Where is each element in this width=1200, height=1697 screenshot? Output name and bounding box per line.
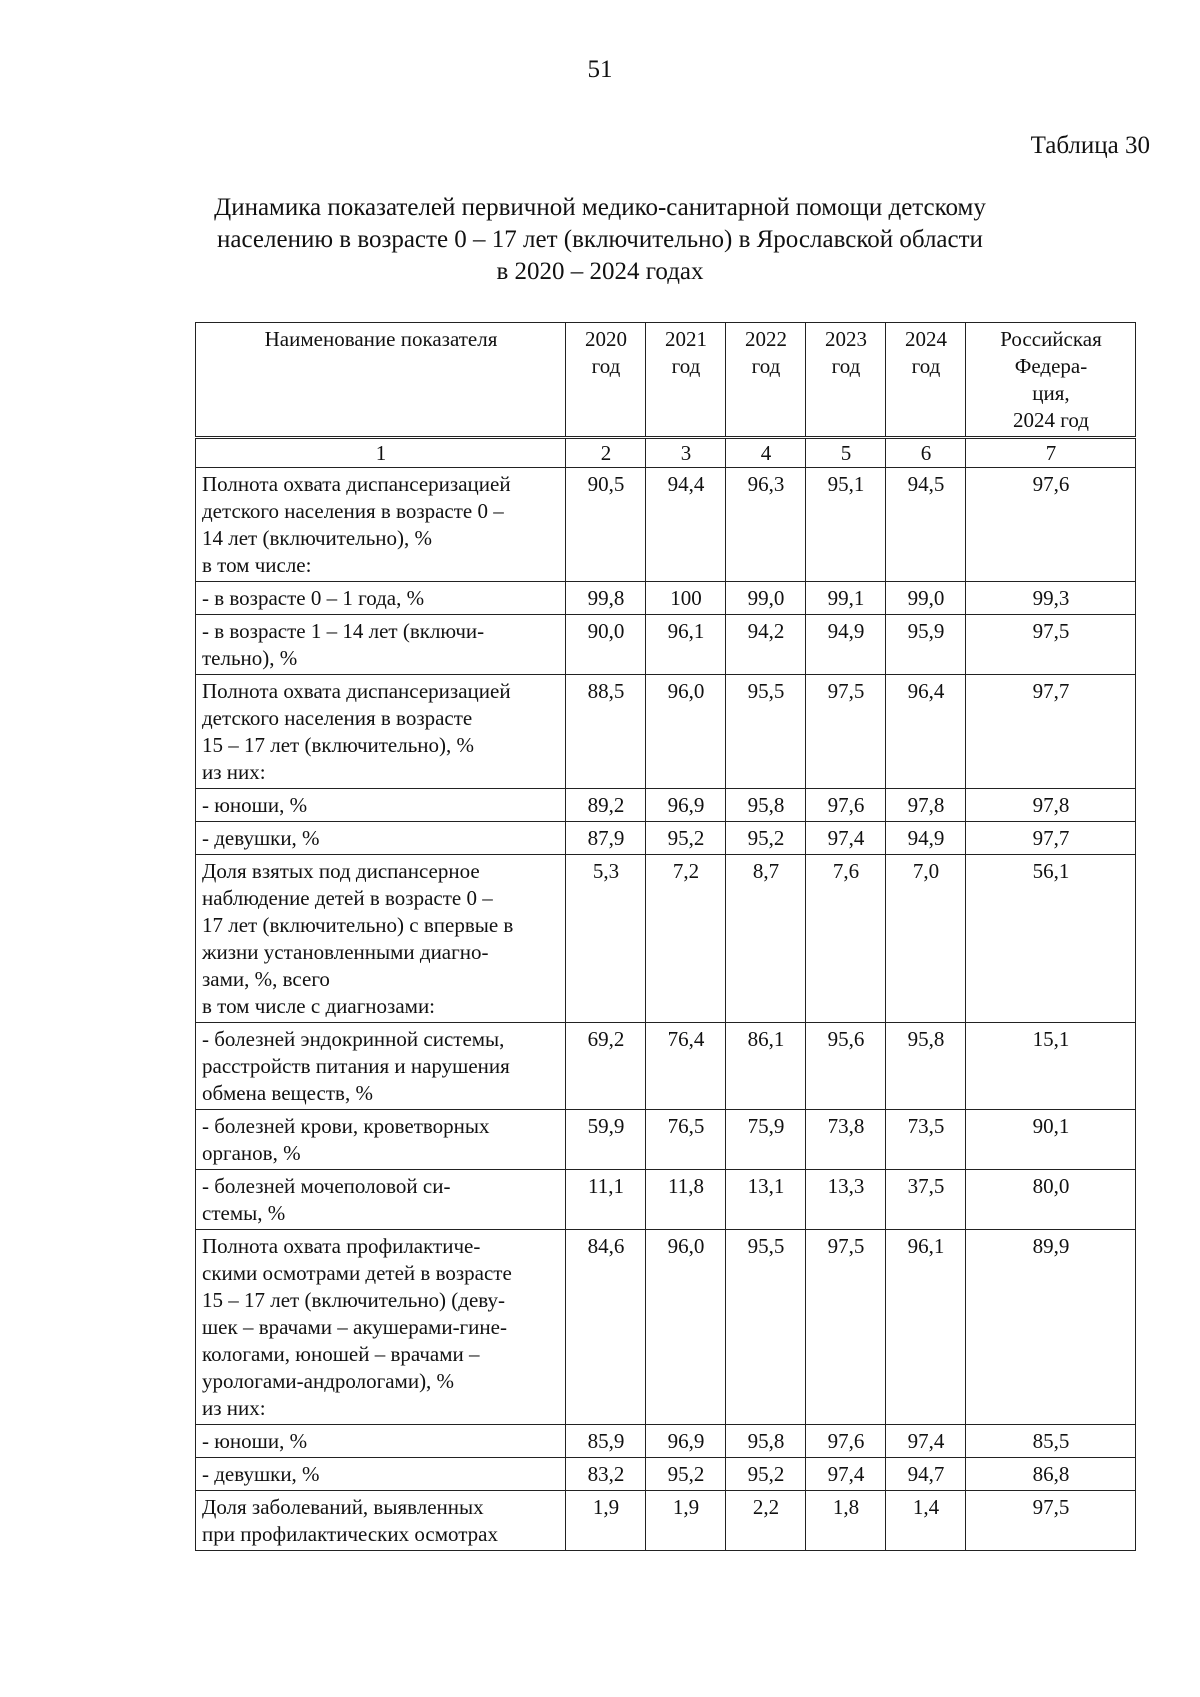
cell-text-line: расстройств питания и нарушения <box>202 1054 510 1078</box>
value-cell: 99,0 <box>886 582 966 615</box>
cell-text-line: Доля взятых под диспансерное <box>202 859 480 883</box>
cell-text-line: в том числе с диагнозами: <box>202 994 436 1018</box>
value-cell: 95,5 <box>726 1230 806 1425</box>
header-column <box>566 323 646 438</box>
value-cell: 99,3 <box>966 582 1136 615</box>
value-cell: 97,5 <box>966 615 1136 675</box>
table-row <box>196 789 1136 822</box>
cell-text-line: - юноши, % <box>202 793 308 817</box>
value-cell: 95,6 <box>806 1023 886 1110</box>
value-cell: 95,1 <box>806 468 886 582</box>
value-cell: 90,0 <box>566 615 646 675</box>
cell-text-line: - девушки, % <box>202 1462 320 1486</box>
value-cell: 7,0 <box>886 855 966 1023</box>
column-number: 1 <box>196 438 566 468</box>
cell-text-line: Федера- <box>1014 354 1088 378</box>
value-cell: 76,5 <box>646 1110 726 1170</box>
header-column <box>886 323 966 438</box>
value-cell: 94,9 <box>806 615 886 675</box>
cell-text-line: обмена веществ, % <box>202 1081 373 1105</box>
header-column <box>806 323 886 438</box>
cell-text-line: 2022 <box>745 327 787 351</box>
value-cell: 56,1 <box>966 855 1136 1023</box>
value-cell: 11,1 <box>566 1170 646 1230</box>
value-cell: 95,8 <box>886 1023 966 1110</box>
value-cell: 97,5 <box>806 1230 886 1425</box>
value-cell: 85,5 <box>966 1425 1136 1458</box>
cell-text-line: 15 – 17 лет (включительно) (деву- <box>202 1288 505 1312</box>
indicator-name <box>196 822 566 855</box>
value-cell: 37,5 <box>886 1170 966 1230</box>
cell-text-line: Российская <box>1000 327 1102 351</box>
cell-text-line: кологами, юношей – врачами – <box>202 1342 480 1366</box>
indicator-name <box>196 1491 566 1551</box>
cell-text-line: стемы, % <box>202 1201 286 1225</box>
cell-text-line: год <box>671 354 701 378</box>
header-column <box>646 323 726 438</box>
value-cell: 86,8 <box>966 1458 1136 1491</box>
cell-text-line: 15 – 17 лет (включительно), % <box>202 733 475 757</box>
value-cell: 85,9 <box>566 1425 646 1458</box>
indicators-table <box>195 322 1136 1551</box>
header-column <box>966 323 1136 438</box>
cell-text-line: - в возрасте 1 – 14 лет (включи- <box>202 619 485 643</box>
table-row <box>196 1230 1136 1425</box>
value-cell: 80,0 <box>966 1170 1136 1230</box>
cell-text-line: 2023 <box>825 327 867 351</box>
indicator-name <box>196 1425 566 1458</box>
value-cell: 75,9 <box>726 1110 806 1170</box>
cell-text-line: Полнота охвата профилактиче- <box>202 1234 481 1258</box>
cell-text-line: - болезней эндокринной системы, <box>202 1027 505 1051</box>
cell-text-line: из них: <box>202 1396 266 1420</box>
value-cell: 95,8 <box>726 789 806 822</box>
cell-text-line: скими осмотрами детей в возрасте <box>202 1261 512 1285</box>
value-cell: 90,5 <box>566 468 646 582</box>
table-row <box>196 1491 1136 1551</box>
value-cell: 73,8 <box>806 1110 886 1170</box>
value-cell: 8,7 <box>726 855 806 1023</box>
indicator-name <box>196 1110 566 1170</box>
value-cell: 97,5 <box>966 1491 1136 1551</box>
cell-text-line: органов, % <box>202 1141 301 1165</box>
value-cell: 99,1 <box>806 582 886 615</box>
cell-text-line: в том числе: <box>202 553 312 577</box>
table-row <box>196 468 1136 582</box>
value-cell: 95,2 <box>646 822 726 855</box>
cell-text-line: год <box>591 354 621 378</box>
value-cell: 13,1 <box>726 1170 806 1230</box>
cell-text-line: - болезней мочеполовой си- <box>202 1174 451 1198</box>
value-cell: 83,2 <box>566 1458 646 1491</box>
cell-text-line: 2024 <box>905 327 947 351</box>
value-cell: 96,0 <box>646 675 726 789</box>
page-number: 51 <box>587 56 613 83</box>
value-cell: 69,2 <box>566 1023 646 1110</box>
cell-text-line: год <box>751 354 781 378</box>
table-row <box>196 822 1136 855</box>
cell-text-line: Доля заболеваний, выявленных <box>202 1495 484 1519</box>
value-cell: 90,1 <box>966 1110 1136 1170</box>
cell-text-line: шек – врачами – акушерами-гине- <box>202 1315 507 1339</box>
value-cell: 1,9 <box>566 1491 646 1551</box>
cell-text-line: зами, %, всего <box>202 967 330 991</box>
table-row <box>196 1458 1136 1491</box>
table-row <box>196 1110 1136 1170</box>
cell-text-line: Полнота охвата диспансеризацией <box>202 472 511 496</box>
value-cell: 1,4 <box>886 1491 966 1551</box>
indicator-name <box>196 468 566 582</box>
column-number-row <box>196 438 1136 468</box>
cell-text-line: тельно), % <box>202 646 298 670</box>
table-row <box>196 615 1136 675</box>
table-label: Таблица 30 <box>1030 132 1150 159</box>
cell-text-line: 2024 год <box>1013 408 1089 432</box>
value-cell: 97,6 <box>966 468 1136 582</box>
value-cell: 1,9 <box>646 1491 726 1551</box>
column-number: 3 <box>646 438 726 468</box>
title-line: Динамика показателей первичной медико-санитарной помощи детскому <box>214 194 986 221</box>
cell-text-line: наблюдение детей в возрасте 0 – <box>202 886 493 910</box>
cell-text-line: при профилактических осмотрах <box>202 1522 498 1546</box>
cell-text-line: - юноши, % <box>202 1429 308 1453</box>
value-cell: 88,5 <box>566 675 646 789</box>
value-cell: 84,6 <box>566 1230 646 1425</box>
value-cell: 95,2 <box>646 1458 726 1491</box>
value-cell: 99,0 <box>726 582 806 615</box>
value-cell: 97,6 <box>806 1425 886 1458</box>
value-cell: 96,4 <box>886 675 966 789</box>
value-cell: 13,3 <box>806 1170 886 1230</box>
indicator-name <box>196 855 566 1023</box>
value-cell: 59,9 <box>566 1110 646 1170</box>
indicator-name <box>196 1170 566 1230</box>
table-row <box>196 855 1136 1023</box>
value-cell: 97,4 <box>886 1425 966 1458</box>
value-cell: 97,5 <box>806 675 886 789</box>
value-cell: 5,3 <box>566 855 646 1023</box>
cell-text-line: ция, <box>1032 381 1070 405</box>
title-line: в 2020 – 2024 годах <box>496 258 704 285</box>
value-cell: 7,6 <box>806 855 886 1023</box>
header-column <box>726 323 806 438</box>
cell-text-line: - в возрасте 0 – 1 года, % <box>202 586 425 610</box>
value-cell: 87,9 <box>566 822 646 855</box>
cell-text-line: урологами-андрологами), % <box>202 1369 455 1393</box>
indicator-name <box>196 675 566 789</box>
value-cell: 97,6 <box>806 789 886 822</box>
value-cell: 95,8 <box>726 1425 806 1458</box>
column-number: 5 <box>806 438 886 468</box>
table-header-row <box>196 323 1136 438</box>
cell-text-line: из них: <box>202 760 266 784</box>
value-cell: 97,4 <box>806 822 886 855</box>
indicator-name <box>196 1023 566 1110</box>
value-cell: 96,0 <box>646 1230 726 1425</box>
column-number: 4 <box>726 438 806 468</box>
value-cell: 11,8 <box>646 1170 726 1230</box>
indicator-name <box>196 1230 566 1425</box>
value-cell: 94,2 <box>726 615 806 675</box>
value-cell: 94,9 <box>886 822 966 855</box>
cell-text-line: жизни установленными диагно- <box>202 940 489 964</box>
value-cell: 95,5 <box>726 675 806 789</box>
value-cell: 95,2 <box>726 1458 806 1491</box>
column-number: 6 <box>886 438 966 468</box>
value-cell: 86,1 <box>726 1023 806 1110</box>
value-cell: 1,8 <box>806 1491 886 1551</box>
indicator-name <box>196 1458 566 1491</box>
value-cell: 76,4 <box>646 1023 726 1110</box>
indicator-name <box>196 789 566 822</box>
cell-text-line: Полнота охвата диспансеризацией <box>202 679 511 703</box>
value-cell: 15,1 <box>966 1023 1136 1110</box>
cell-text-line: - девушки, % <box>202 826 320 850</box>
value-cell: 96,1 <box>646 615 726 675</box>
value-cell: 89,2 <box>566 789 646 822</box>
cell-text-line: 14 лет (включительно), % <box>202 526 433 550</box>
value-cell: 97,7 <box>966 675 1136 789</box>
cell-text-line: 17 лет (включительно) с впервые в <box>202 913 514 937</box>
value-cell: 97,8 <box>966 789 1136 822</box>
value-cell: 97,7 <box>966 822 1136 855</box>
value-cell: 97,8 <box>886 789 966 822</box>
cell-text-line: год <box>831 354 861 378</box>
cell-text-line: 2021 <box>665 327 707 351</box>
value-cell: 95,9 <box>886 615 966 675</box>
value-cell: 73,5 <box>886 1110 966 1170</box>
value-cell: 2,2 <box>726 1491 806 1551</box>
value-cell: 96,3 <box>726 468 806 582</box>
cell-text-line: детского населения в возрасте 0 – <box>202 499 504 523</box>
value-cell: 100 <box>646 582 726 615</box>
value-cell: 94,5 <box>886 468 966 582</box>
value-cell: 95,2 <box>726 822 806 855</box>
value-cell: 7,2 <box>646 855 726 1023</box>
document-title <box>150 192 1050 288</box>
cell-text-line: - болезней крови, кроветворных <box>202 1114 490 1138</box>
column-number: 7 <box>966 438 1136 468</box>
table-row <box>196 1023 1136 1110</box>
value-cell: 89,9 <box>966 1230 1136 1425</box>
cell-text-line: 2020 <box>585 327 627 351</box>
table-row <box>196 1170 1136 1230</box>
value-cell: 99,8 <box>566 582 646 615</box>
value-cell: 94,4 <box>646 468 726 582</box>
table-row <box>196 675 1136 789</box>
column-number: 2 <box>566 438 646 468</box>
indicator-name <box>196 615 566 675</box>
table-row <box>196 1425 1136 1458</box>
value-cell: 96,9 <box>646 789 726 822</box>
header-indicator-name <box>196 323 566 438</box>
value-cell: 96,9 <box>646 1425 726 1458</box>
cell-text-line: Наименование показателя <box>264 327 498 351</box>
title-line: населению в возрасте 0 – 17 лет (включительно) в Ярославской области <box>217 226 983 253</box>
table-row <box>196 582 1136 615</box>
indicator-name <box>196 582 566 615</box>
value-cell: 97,4 <box>806 1458 886 1491</box>
value-cell: 96,1 <box>886 1230 966 1425</box>
cell-text-line: год <box>911 354 941 378</box>
cell-text-line: детского населения в возрасте <box>202 706 473 730</box>
value-cell: 94,7 <box>886 1458 966 1491</box>
